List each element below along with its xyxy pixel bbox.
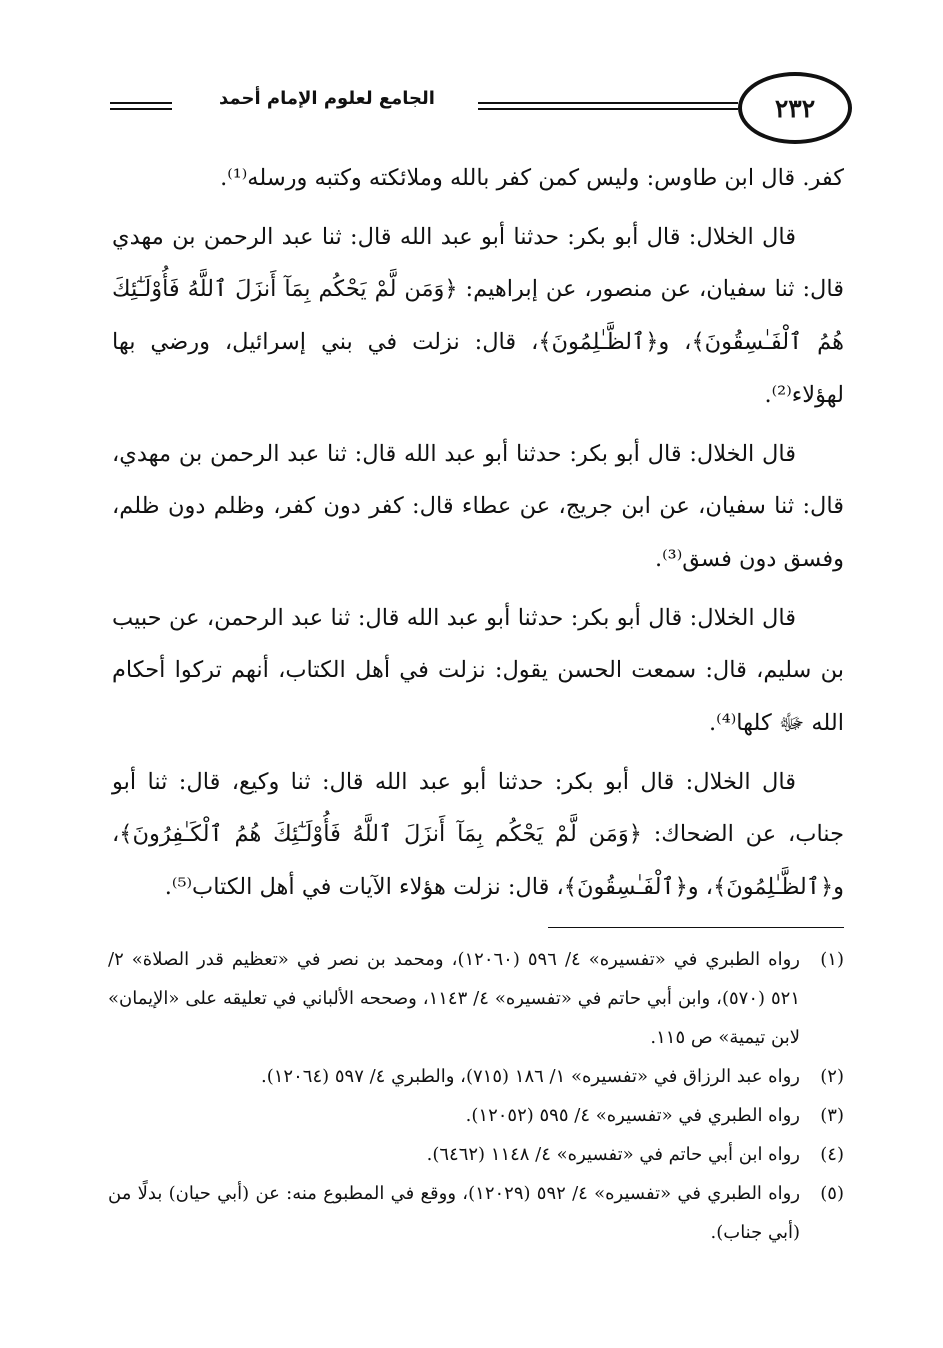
footnote: [108, 1174, 844, 1252]
paragraph: قال الخلال: قال أبو بكر: حدثنا أبو عبد الله قال: ثنا عبد الرحمن بن مهدي قال: ثنا سفيان، عن منصور، عن إبراهيم: ﴿وَمَن لَّمْ يَحْكُم بِمَآ أَنزَلَ ٱللَّهُ فَأُوْلَـٰٓئِكَ هُمُ ٱلْفَـٰسِقُونَ﴾، و﴿ٱلظَّـٰلِمُونَ﴾، قال: نزلت في بني إسرائيل، ورضي بها لهؤلاء⁽²⁾.: [112, 223, 844, 408]
footnote-number: (١): [820, 949, 844, 970]
footnote-separator: [548, 927, 844, 928]
page-header: [110, 72, 845, 142]
paragraph: قال الخلال: قال أبو بكر: حدثنا أبو عبد الله قال: ثنا وكيع، قال: ثنا أبو جناب، عن الضحاك: ﴿وَمَن لَّمْ يَحْكُم بِمَآ أَنزَلَ ٱللَّهُ فَأُوْلَـٰٓئِكَ هُمُ ٱلْكَـٰفِرُونَ﴾، و﴿ٱلظَّـٰلِمُونَ﴾، و﴿ٱلْفَـٰسِقُونَ﴾، قال: نزلت هؤلاء الآيات في أهل الكتاب⁽⁵⁾.: [112, 768, 844, 901]
footnote: [108, 1057, 844, 1096]
footnote-text: رواه الطبري في «تفسيره» ٤/ ٥٩٥ (١٢٠٥٢).: [465, 1105, 800, 1126]
footnotes: [108, 940, 844, 1252]
main-text: [112, 152, 844, 920]
paragraph: قال الخلال: قال أبو بكر: حدثنا أبو عبد الله قال: ثنا عبد الرحمن بن مهدي، قال: ثنا سفيان، عن ابن جريج، عن عطاء قال: كفر دون كفر، وظلم دون ظلم، وفسق دون فسق⁽³⁾.: [112, 440, 844, 572]
paragraph: كفر. قال ابن طاوس: وليس كمن كفر بالله وملائكته وكتبه ورسله⁽¹⁾.: [220, 165, 844, 191]
footnote: [108, 1096, 844, 1135]
footnote: [108, 1135, 844, 1174]
header-rule-left: [110, 102, 172, 110]
page-number: ٢٣٢: [738, 72, 852, 144]
footnote-text: رواه ابن أبي حاتم في «تفسيره» ٤/ ١١٤٨ (٦٤٦٢).: [426, 1144, 800, 1165]
footnote-text: رواه الطبري في «تفسيره» ٤/ ٥٩٢ (١٢٠٢٩)، ووقع في المطبوع منه: عن (أبي حيان) بدلًا من (أبي جناب).: [108, 1183, 801, 1243]
header-rule-right: [478, 102, 738, 110]
paragraph: قال الخلال: قال أبو بكر: حدثنا أبو عبد الله قال: ثنا عبد الرحمن، عن حبيب بن سليم، قال: سمعت الحسن يقول: نزلت في أهل الكتاب، أنهم تركوا أحكام الله ﷻ كلها⁽⁴⁾.: [112, 604, 844, 737]
footnote-text: رواه الطبري في «تفسيره» ٤/ ٥٩٦ (١٢٠٦٠)، ومحمد بن نصر في «تعظيم قدر الصلاة» ٢/ ٥٢١ (٥٧٠)، وابن أبي حاتم في «تفسيره» ٤/ ١١٤٣، وصححه الألباني في تعليقه على «الإيمان» لابن تيمية» ص ١١٥.: [108, 949, 801, 1048]
footnote-number: (٤): [820, 1144, 844, 1165]
footnote-number: (٥): [820, 1183, 844, 1204]
footnote: [108, 940, 844, 1057]
footnote-text: رواه عبد الرزاق في «تفسيره» ١/ ١٨٦ (٧١٥)، والطبري ٤/ ٥٩٧ (١٢٠٦٤).: [261, 1066, 800, 1087]
footnote-number: (٣): [820, 1105, 844, 1126]
running-title: الجامع لعلوم الإمام أحمد: [219, 88, 435, 109]
footnote-number: (٢): [820, 1066, 844, 1087]
